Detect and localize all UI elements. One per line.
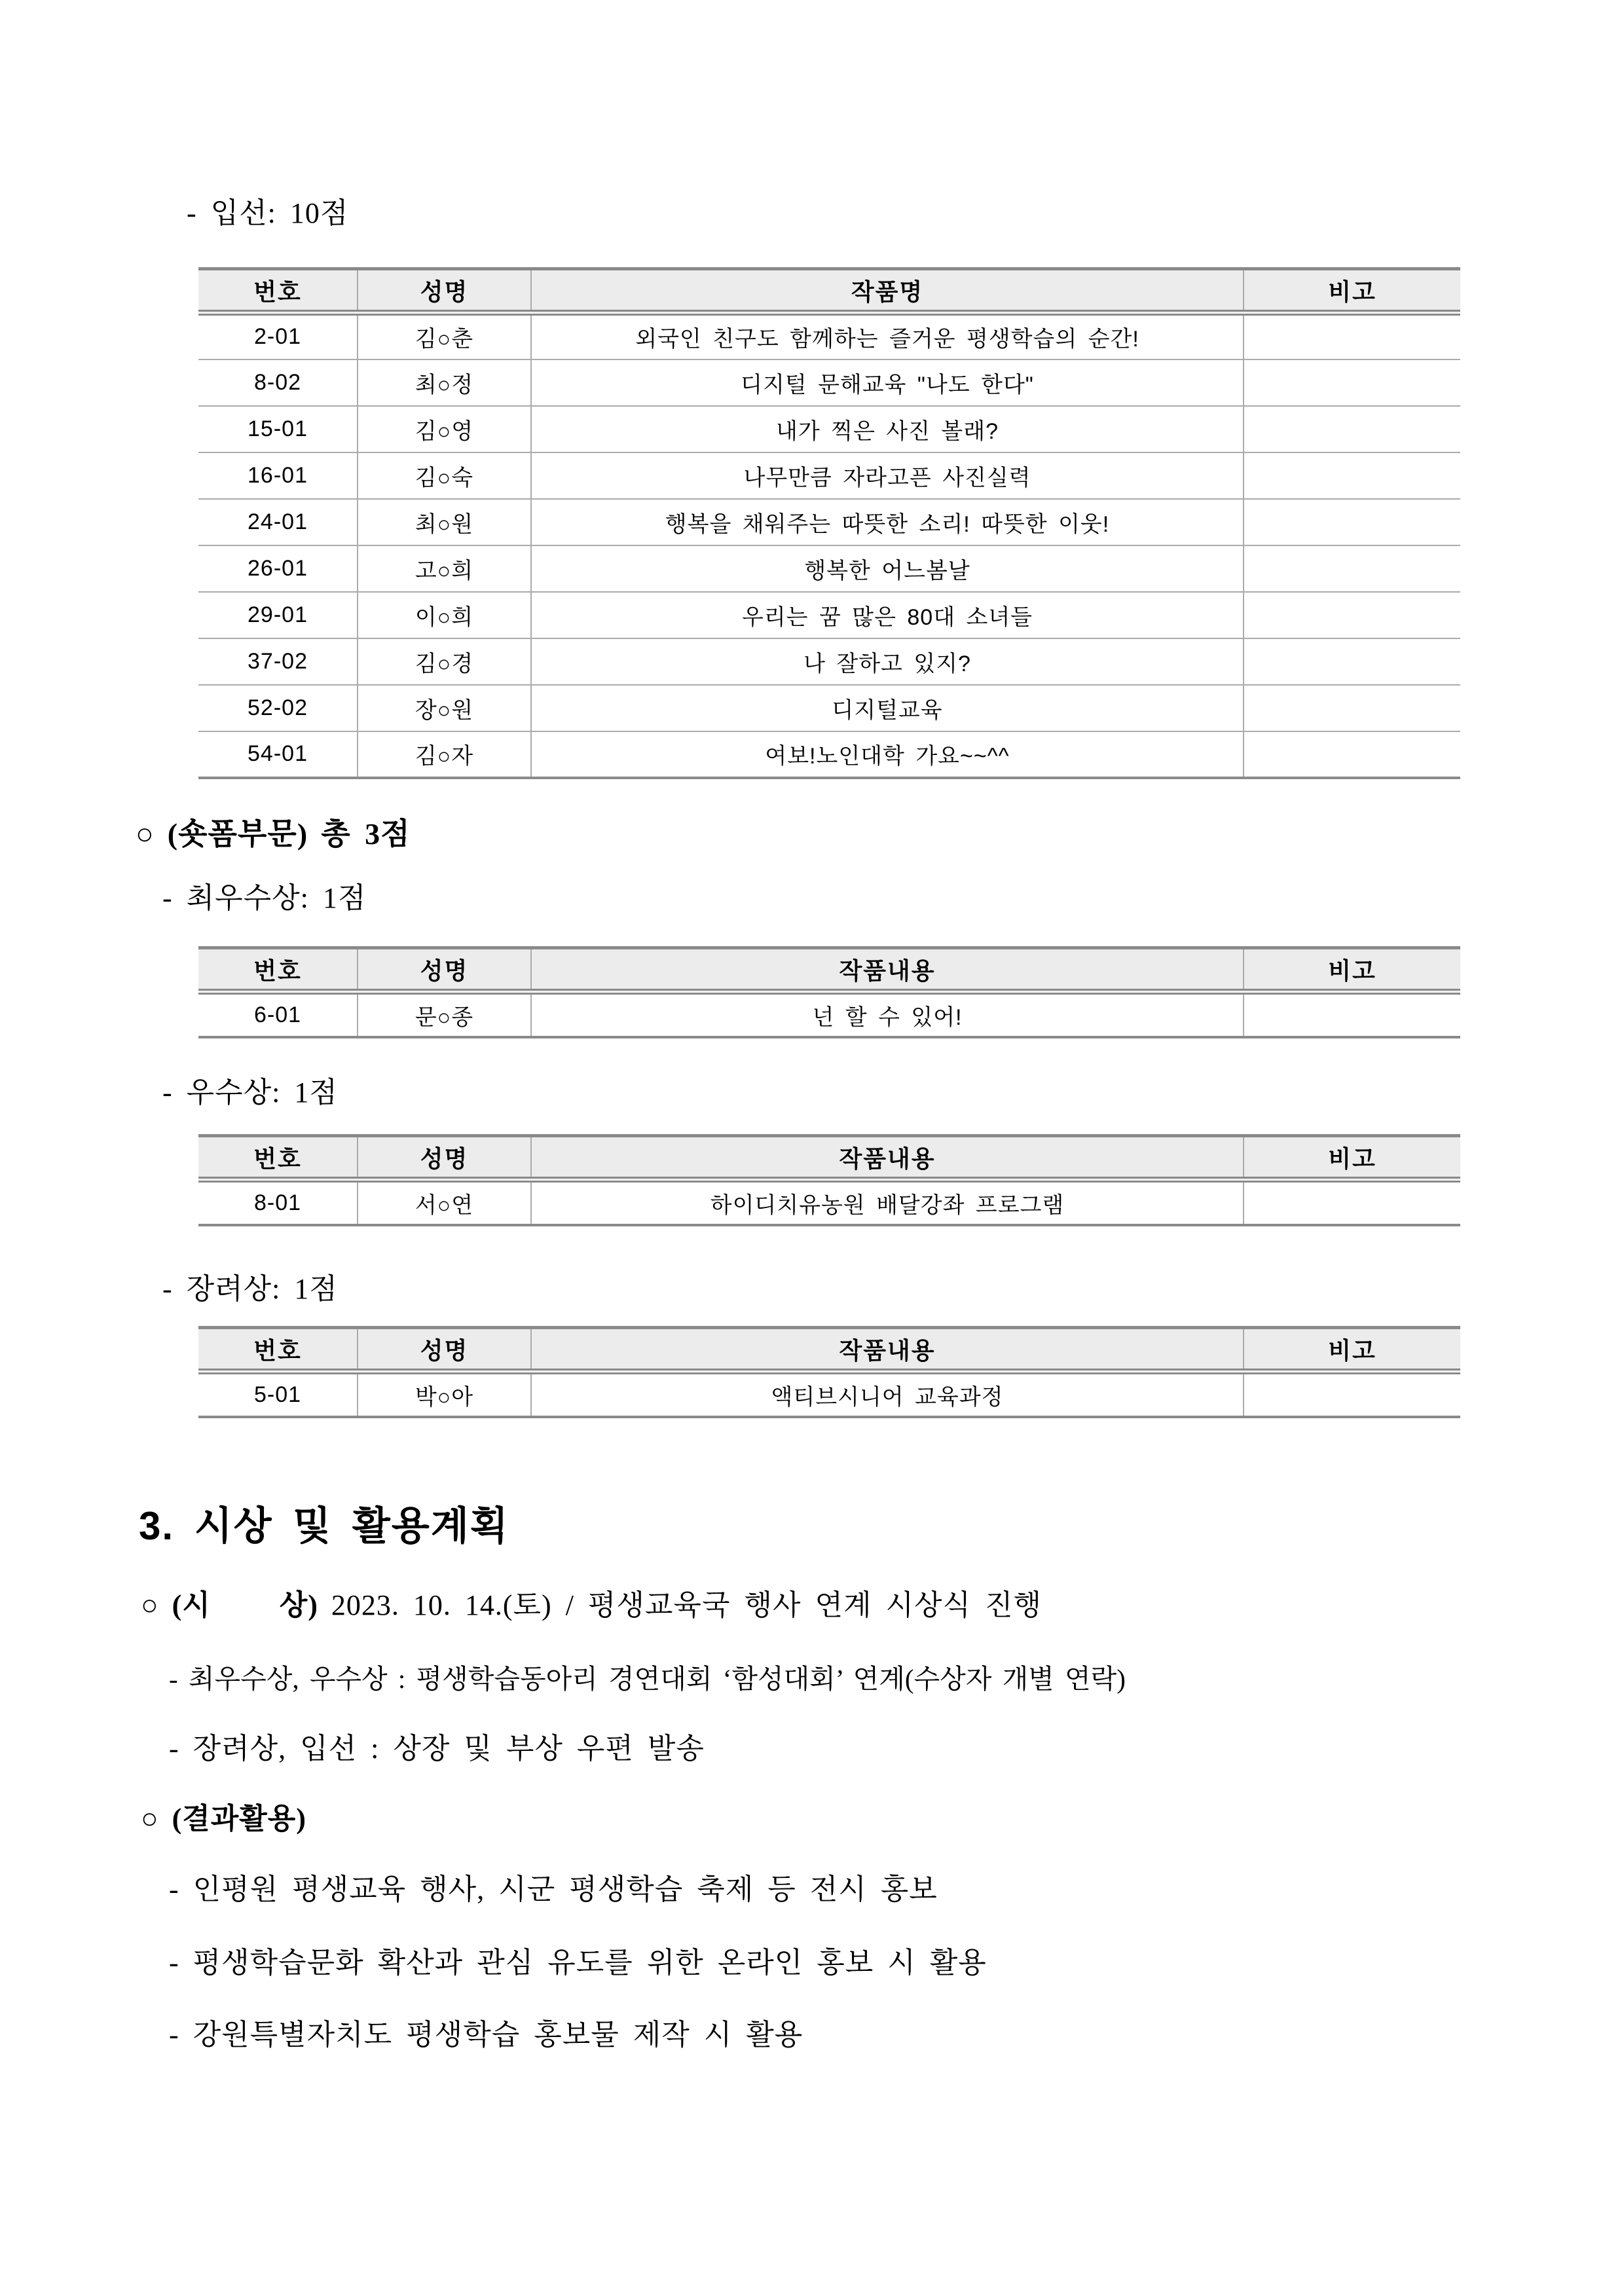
cell-number: 37-02: [198, 638, 358, 685]
result-usage-line: [141, 1802, 306, 1837]
cell-note: [1244, 592, 1460, 638]
cell-number: 8-01: [198, 1180, 358, 1225]
col-header-note: 비고: [1244, 1136, 1460, 1180]
col-header-number: 번호: [198, 1136, 358, 1180]
col-header-content: 작품내용: [531, 1328, 1244, 1372]
col-header-content: 작품내용: [531, 948, 1244, 992]
cell-note: [1244, 992, 1460, 1037]
col-header-number: 번호: [198, 269, 358, 313]
col-header-number: 번호: [198, 948, 358, 992]
table-row: [198, 638, 1460, 685]
table-row: [198, 1372, 1460, 1417]
cell-note: [1244, 1372, 1460, 1417]
table-row: [198, 313, 1460, 359]
cell-name: 김○경: [358, 638, 531, 685]
shortform-count: 총 3점: [321, 817, 411, 851]
table-row: [198, 685, 1460, 731]
award-label: (시 상): [172, 1589, 318, 1621]
cell-number: 15-01: [198, 406, 358, 452]
section3-heading: 3. 시상 및 활용계획: [139, 1504, 509, 1548]
cell-note: [1244, 1180, 1460, 1225]
cell-number: 24-01: [198, 499, 358, 545]
table-header-row: [198, 1328, 1460, 1372]
col-header-name: 성명: [358, 948, 531, 992]
result-sub-line-3: - 강원특별자치도 평생학습 홍보물 제작 시 활용: [169, 2019, 803, 2051]
col-header-name: 성명: [358, 269, 531, 313]
cell-name: 김○자: [358, 731, 531, 778]
circle-bullet: ○: [136, 817, 155, 851]
cell-note: [1244, 452, 1460, 499]
encouragement-prize-table: [198, 1326, 1460, 1418]
cell-title: 나 잘하고 있지?: [531, 638, 1244, 685]
cell-name: 김○영: [358, 406, 531, 452]
cell-note: [1244, 638, 1460, 685]
table-row: [198, 406, 1460, 452]
col-header-title: 작품명: [531, 269, 1244, 313]
result-sub-line-1: - 인평원 평생교육 행사, 시군 평생학습 축제 등 전시 홍보: [169, 1873, 938, 1905]
cell-number: 8-02: [198, 359, 358, 406]
cell-number: 52-02: [198, 685, 358, 731]
shortform-section-line: [136, 816, 411, 852]
table-row: [198, 992, 1460, 1037]
cell-title: 행복한 어느봄날: [531, 545, 1244, 592]
circle-bullet: ○: [141, 1589, 159, 1621]
cell-number: 5-01: [198, 1372, 358, 1417]
col-header-number: 번호: [198, 1328, 358, 1372]
table-header-row: [198, 269, 1460, 313]
excellence-prize-table: [198, 1134, 1460, 1226]
shortform-label: (숏폼부문): [167, 817, 308, 851]
cell-title: 디지털 문해교육 "나도 한다": [531, 359, 1244, 406]
cell-name: 장○원: [358, 685, 531, 731]
grand-prize-table: [198, 946, 1460, 1038]
table-row: [198, 1180, 1460, 1225]
cell-number: 6-01: [198, 992, 358, 1037]
cell-name: 이○희: [358, 592, 531, 638]
cell-number: 26-01: [198, 545, 358, 592]
cell-number: 29-01: [198, 592, 358, 638]
table-row: [198, 545, 1460, 592]
col-header-note: 비고: [1244, 269, 1460, 313]
cell-title: 액티브시니어 교육과정: [531, 1372, 1244, 1417]
cell-title: 넌 할 수 있어!: [531, 992, 1244, 1037]
result-label: (결과활용): [172, 1803, 306, 1835]
col-header-name: 성명: [358, 1328, 531, 1372]
cell-name: 고○희: [358, 545, 531, 592]
col-header-content: 작품내용: [531, 1136, 1244, 1180]
col-header-note: 비고: [1244, 948, 1460, 992]
cell-name: 박○아: [358, 1372, 531, 1417]
cell-title: 외국인 친구도 함께하는 즐거운 평생학습의 순간!: [531, 313, 1244, 359]
grand-prize-line: - 최우수상: 1점: [162, 882, 367, 914]
cell-name: 서○연: [358, 1180, 531, 1225]
cell-title: 여보!노인대학 가요~~^^: [531, 731, 1244, 778]
cell-number: 54-01: [198, 731, 358, 778]
cell-name: 김○춘: [358, 313, 531, 359]
table-row: [198, 359, 1460, 406]
cell-name: 최○정: [358, 359, 531, 406]
cell-title: 디지털교육: [531, 685, 1244, 731]
cell-note: [1244, 406, 1460, 452]
ipseon-table: [198, 267, 1460, 779]
excellence-prize-line: - 우수상: 1점: [162, 1076, 338, 1109]
cell-note: [1244, 545, 1460, 592]
encouragement-prize-line: - 장려상: 1점: [162, 1273, 338, 1305]
cell-name: 김○숙: [358, 452, 531, 499]
cell-title: 내가 찍은 사진 볼래?: [531, 406, 1244, 452]
table-row: [198, 731, 1460, 778]
table-row: [198, 499, 1460, 545]
col-header-name: 성명: [358, 1136, 531, 1180]
circle-bullet: ○: [141, 1803, 159, 1835]
cell-note: [1244, 313, 1460, 359]
award-schedule-line: [141, 1588, 1042, 1623]
cell-number: 2-01: [198, 313, 358, 359]
cell-title: 행복을 채워주는 따뜻한 소리! 따뜻한 이웃!: [531, 499, 1244, 545]
cell-title: 우리는 꿈 많은 80대 소녀들: [531, 592, 1244, 638]
award-sub-line-2: - 장려상, 입선 : 상장 및 부상 우편 발송: [169, 1733, 705, 1765]
col-header-note: 비고: [1244, 1328, 1460, 1372]
table-row: [198, 452, 1460, 499]
cell-name: 최○원: [358, 499, 531, 545]
cell-note: [1244, 359, 1460, 406]
cell-title: 나무만큼 자라고픈 사진실력: [531, 452, 1244, 499]
table-header-row: [198, 948, 1460, 992]
award-text: 2023. 10. 14.(토) / 평생교육국 행사 연계 시상식 진행: [331, 1589, 1042, 1621]
cell-note: [1244, 499, 1460, 545]
cell-title: 하이디치유농원 배달강좌 프로그램: [531, 1180, 1244, 1225]
ipseon-count-line: - 입선: 10점: [187, 197, 349, 229]
table-row: [198, 592, 1460, 638]
result-sub-line-2: - 평생학습문화 확산과 관심 유도를 위한 온라인 홍보 시 활용: [169, 1947, 987, 1979]
cell-name: 문○종: [358, 992, 531, 1037]
award-sub-line-1: - 최우수상, 우수상 : 평생학습동아리 경연대회 ‘함성대회’ 연계(수상자 개별 연락): [169, 1664, 1126, 1694]
cell-note: [1244, 731, 1460, 778]
cell-note: [1244, 685, 1460, 731]
cell-number: 16-01: [198, 452, 358, 499]
table-header-row: [198, 1136, 1460, 1180]
